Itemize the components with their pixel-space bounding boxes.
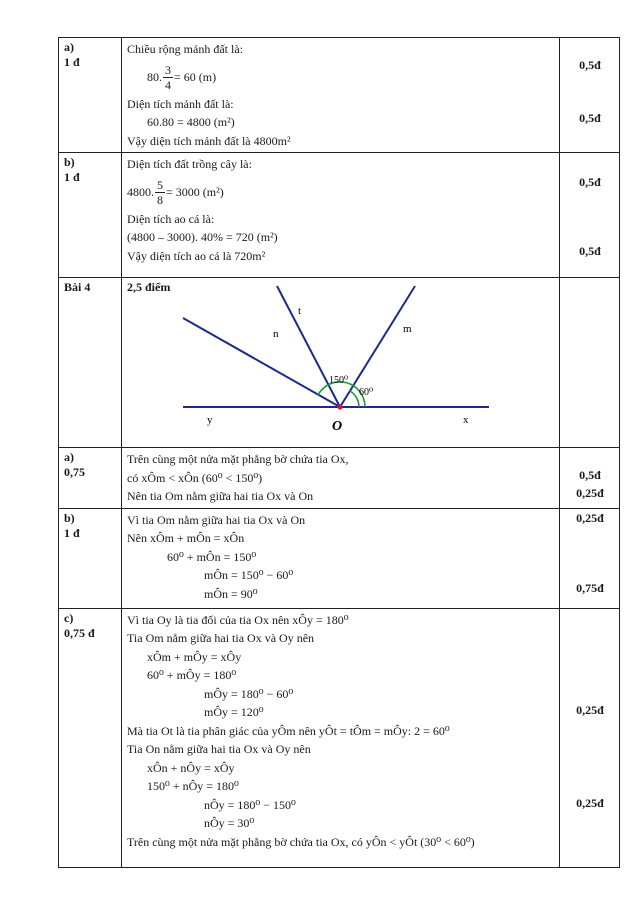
content-line: Diện tích ao cá là: (127, 211, 215, 226)
table-row (59, 38, 620, 153)
row-sub-label: 1 đ (64, 525, 80, 540)
table-row (59, 278, 620, 448)
table-row (59, 608, 620, 867)
row-label-cell (59, 448, 122, 509)
content-line: 60⁰ + mÔn = 150⁰ (167, 549, 257, 564)
content-line: Nên xÔm + mÔn = xÔn (127, 531, 245, 545)
points-value: 0,75đ (576, 580, 604, 595)
row-label-cell (59, 608, 122, 867)
points-value: 0,25đ (576, 510, 604, 525)
row-sub-label: 0,75 đ (64, 625, 95, 640)
label-x: x (463, 414, 469, 426)
table-row (59, 448, 620, 509)
content-line: nÔy = 180⁰ − 150⁰ (204, 797, 296, 812)
content-line: 150⁰ + nÔy = 180⁰ (147, 779, 239, 793)
content-line: Trên cùng một nửa mặt phẳng bờ chứa tia Ox, (127, 452, 349, 466)
row-content-cell (122, 448, 560, 509)
points-value: 0,5đ (579, 468, 601, 482)
row-content-cell (122, 608, 560, 867)
content-line: Tia Om nằm giữa hai tia Ox và Oy nên (127, 631, 315, 645)
answer-table (58, 37, 620, 868)
fraction-numerator: 5 (157, 178, 163, 193)
geometry-figure (127, 280, 555, 445)
content-line: Diện tích mảnh đất là: (127, 96, 234, 111)
content-line: Tia On nằm giữa hai tia Ox và Oy nên (127, 742, 311, 756)
content-line: mÔy = 120⁰ (204, 705, 264, 719)
angle-diagram (127, 280, 547, 445)
angle-arc-60 (350, 391, 359, 407)
points-value: 0,25đ (576, 795, 604, 810)
section-points-title: 2,5 điểm (127, 280, 171, 294)
angle-label-60: 60⁰ (359, 387, 374, 398)
points-value: 0,25đ (576, 486, 604, 500)
content-line: xÔn + nÔy = xÔy (147, 760, 235, 775)
label-n: n (273, 328, 279, 340)
points-cell (560, 448, 620, 509)
table-row (59, 153, 620, 278)
angle-label-150: 150⁰ (329, 375, 349, 386)
label-y: y (207, 414, 213, 426)
content-line: 60⁰ + mÔy = 180⁰ (147, 668, 237, 682)
content-line: Vì tia Om nằm giữa hai tia Ox và On (127, 512, 306, 527)
content-line: Diện tích đất trồng cây là: (127, 157, 252, 171)
content-line: 60.80 = 4800 (m²) (147, 115, 235, 129)
content-line: xÔm + mÔy = xÔy (147, 649, 242, 664)
points-cell (560, 608, 620, 867)
label-t: t (298, 305, 302, 317)
content-line-fraction (127, 59, 555, 95)
fraction-suffix: = 3000 (m²) (166, 184, 224, 199)
points-cell (560, 508, 620, 608)
row-label-cell (59, 38, 122, 153)
content-line: Chiều rộng mảnh đất là: (127, 42, 243, 56)
row-label: a) (64, 40, 74, 54)
content-line: mÔn = 90⁰ (204, 586, 258, 601)
label-m: m (403, 323, 412, 335)
row-label: a) (64, 450, 74, 464)
row-label: b) (64, 155, 75, 169)
fraction-numerator: 3 (165, 63, 171, 78)
points-value: 0,5đ (579, 58, 601, 72)
row-label: b) (64, 510, 75, 525)
row-label-cell (59, 153, 122, 278)
row-content-cell (122, 38, 560, 153)
points-value: 0,5đ (579, 175, 601, 189)
row-label-cell (59, 278, 122, 448)
points-value: 0,5đ (579, 244, 601, 258)
row-label: c) (64, 610, 74, 625)
fraction-denominator: 4 (165, 78, 171, 93)
content-line-fraction (127, 174, 555, 210)
fraction (155, 178, 165, 207)
content-line: mÔn = 150⁰ − 60⁰ (204, 568, 294, 582)
content-line: (4800 – 3000). 40% = 720 (m²) (127, 230, 278, 244)
content-line: Vậy diện tích ao cá là 720m² (127, 248, 266, 263)
content-line: Vì tia Oy là tia đối của tia Ox nên xÔy = 180⁰ (127, 612, 349, 627)
label-o: O (332, 419, 343, 434)
fraction-denominator: 8 (157, 193, 163, 208)
row-sub-label: 0,75 (64, 465, 85, 479)
content-line: Mà tia Ot là tia phân giác của yÔm nên yÔt = tÔm = mÔy: 2 = 60⁰ (127, 723, 450, 738)
points-cell (560, 38, 620, 153)
row-content-cell (122, 153, 560, 278)
row-sub-label: 1 đ (64, 55, 80, 69)
content-line: Nên tia Om nằm giữa hai tia Ox và On (127, 489, 314, 503)
points-value: 0,5đ (579, 111, 601, 125)
row-content-cell (122, 508, 560, 608)
points-cell (560, 278, 620, 448)
row-label-cell (59, 508, 122, 608)
point-o (337, 404, 342, 409)
points-value: 0,25đ (576, 702, 604, 717)
points-cell (560, 153, 620, 278)
figure-cell (122, 278, 560, 448)
ray-om (340, 286, 415, 407)
fraction-prefix: 4800. (127, 184, 154, 199)
content-line: Trên cùng một nửa mặt phẳng bờ chứa tia Ox, có yÔn < yÔt (30⁰ < 60⁰) (127, 834, 475, 849)
content-line: Vậy diện tích mảnh đất là 4800m² (127, 133, 291, 148)
fraction (163, 63, 173, 92)
content-line: mÔy = 180⁰ − 60⁰ (204, 686, 294, 701)
row-label: Bài 4 (64, 280, 91, 294)
fraction-suffix: = 60 (m) (174, 69, 217, 84)
content-line: có xÔm < xÔn (60⁰ < 150⁰) (127, 470, 263, 485)
content-line: nÔy = 30⁰ (204, 816, 255, 830)
fraction-prefix: 80. (147, 69, 162, 84)
row-sub-label: 1 đ (64, 170, 80, 184)
table-row (59, 508, 620, 608)
